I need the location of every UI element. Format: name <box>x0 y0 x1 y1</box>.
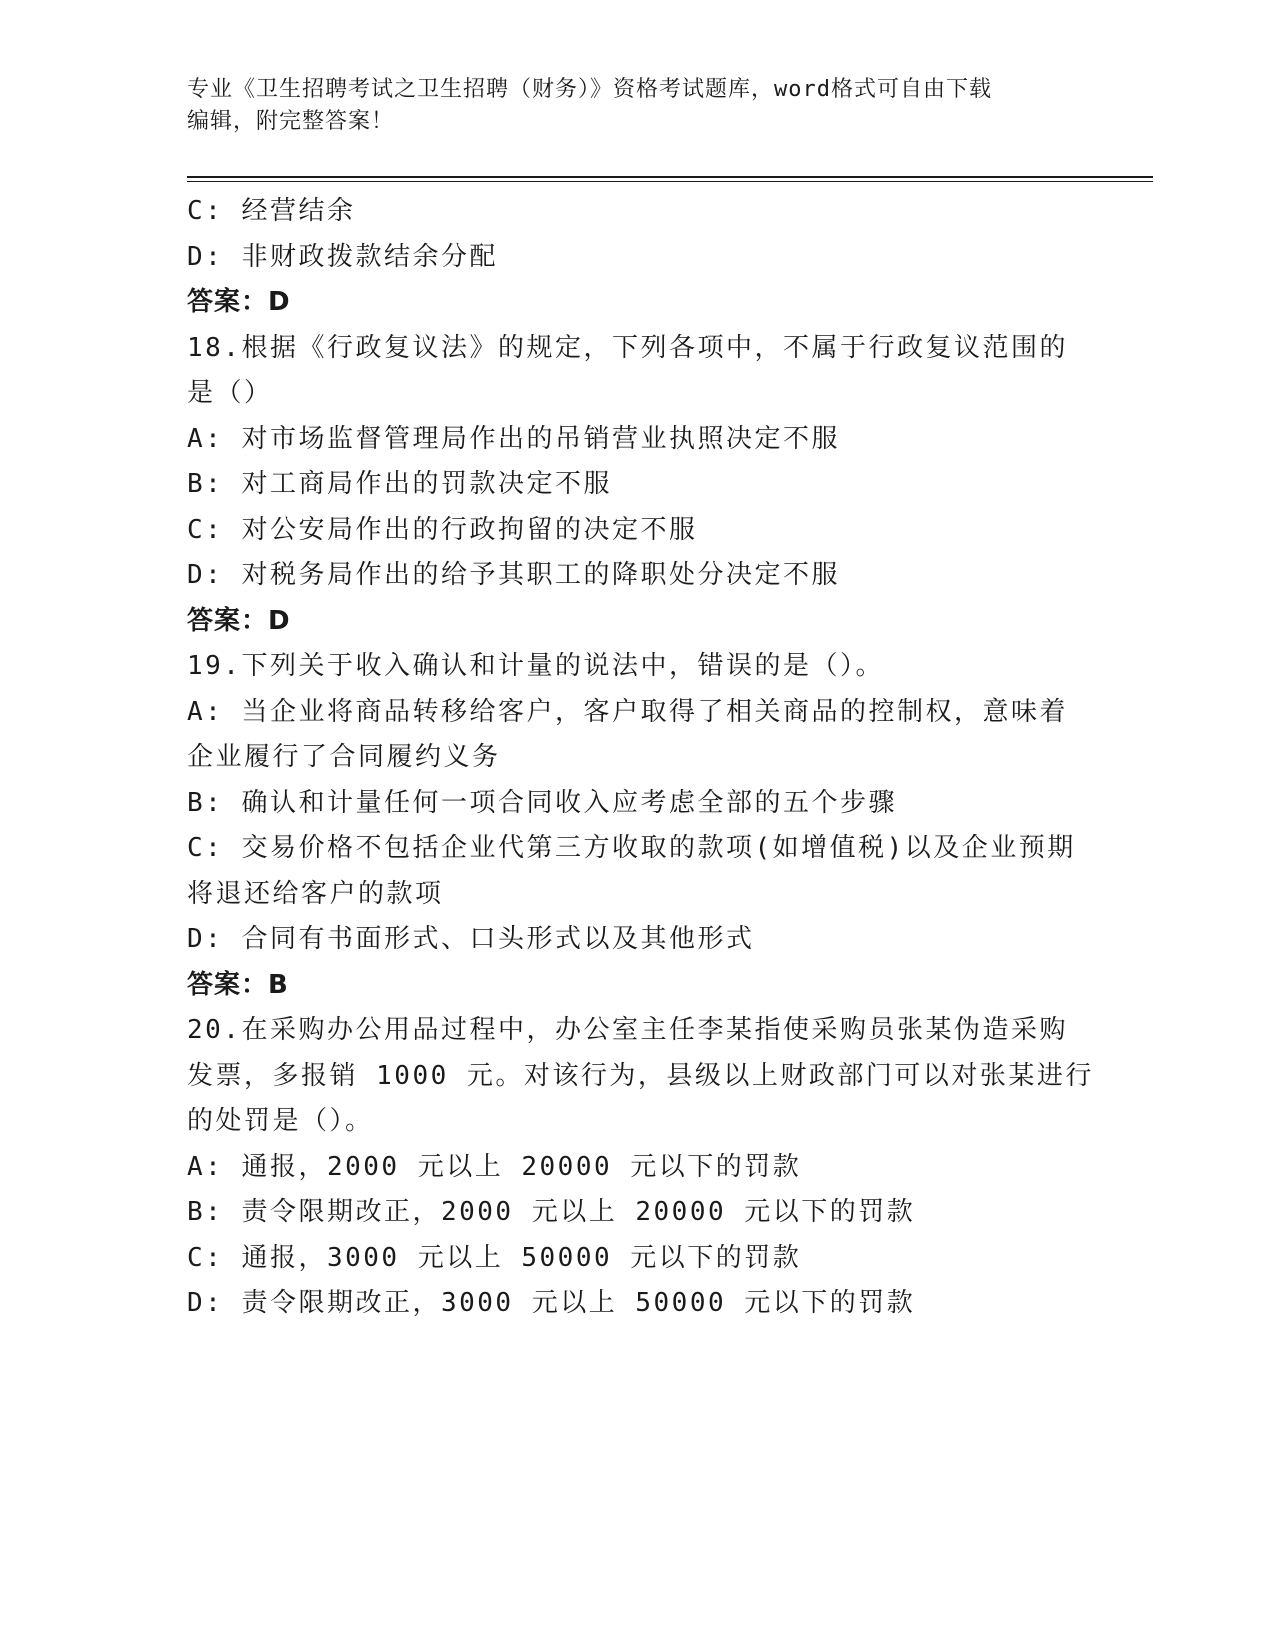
question-18 <box>187 326 1077 645</box>
q20-stem-line-1: 20.在采购办公用品过程中，办公室主任李某指使采购员张某伪造采购 <box>187 1015 1068 1045</box>
q19-option-a-line-2: 企业履行了合同履约义务 <box>187 742 501 772</box>
q20-option-d: D: 责令限期改正，3000 元以上 50000 元以下的罚款 <box>187 1288 916 1318</box>
q20-option-b: B: 责令限期改正，2000 元以上 20000 元以下的罚款 <box>187 1197 916 1227</box>
q18-stem-line-2: 是（） <box>187 378 273 408</box>
q20-stem-line-2: 发票，多报销 1000 元。对该行为，县级以上财政部门可以对张某进行 <box>187 1060 1094 1091</box>
q18-option-d: D: 对税务局作出的给予其职工的降职处分决定不服 <box>187 560 840 590</box>
q18-option-b: B: 对工商局作出的罚款决定不服 <box>187 469 612 499</box>
q20-option-c: C: 通报，3000 元以上 50000 元以下的罚款 <box>187 1242 802 1273</box>
header-line-1: 专业《卫生招聘考试之卫生招聘（财务）》资格考试题库，word格式可自由下载 <box>187 77 992 102</box>
q17-answer: 答案：D <box>187 287 291 317</box>
q19-option-c-line-2: 将退还给客户的款项 <box>187 878 444 909</box>
q19-answer: 答案：B <box>187 969 289 1000</box>
q20-stem-line-3: 的处罚是（）。 <box>187 1106 374 1136</box>
q17-option-c: C: 经营结余 <box>187 196 356 226</box>
q20-option-a: A: 通报，2000 元以上 20000 元以下的罚款 <box>187 1151 802 1182</box>
question-19 <box>187 644 1077 1008</box>
question-17-tail <box>187 189 1077 326</box>
q17-option-d: D: 非财政拨款结余分配 <box>187 241 498 272</box>
q18-stem-line-1: 18.根据《行政复议法》的规定，下列各项中，不属于行政复议范围的 <box>187 332 1068 363</box>
header-line-2: 编辑，附完整答案！ <box>187 109 395 134</box>
question-content <box>187 189 1094 1327</box>
header-divider-thick <box>187 176 1153 178</box>
q19-stem: 19.下列关于收入确认和计量的说法中，错误的是（）。 <box>187 651 884 681</box>
q18-option-c: C: 对公安局作出的行政拘留的决定不服 <box>187 514 698 545</box>
q19-option-d: D: 合同有书面形式、口头形式以及其他形式 <box>187 924 755 954</box>
q18-answer: 答案：D <box>187 605 291 636</box>
document-header <box>187 74 1067 138</box>
q19-option-c-line-1: C: 交易价格不包括企业代第三方收取的款项(如增值税)以及企业预期 <box>187 833 1076 863</box>
question-20 <box>187 1008 1094 1327</box>
header-divider-thin <box>187 181 1153 182</box>
q19-option-a-line-1: A: 当企业将商品转移给客户，客户取得了相关商品的控制权，意味着 <box>187 696 1068 727</box>
q18-option-a: A: 对市场监督管理局作出的吊销营业执照决定不服 <box>187 423 840 454</box>
q19-option-b: B: 确认和计量任何一项合同收入应考虑全部的五个步骤 <box>187 787 897 818</box>
